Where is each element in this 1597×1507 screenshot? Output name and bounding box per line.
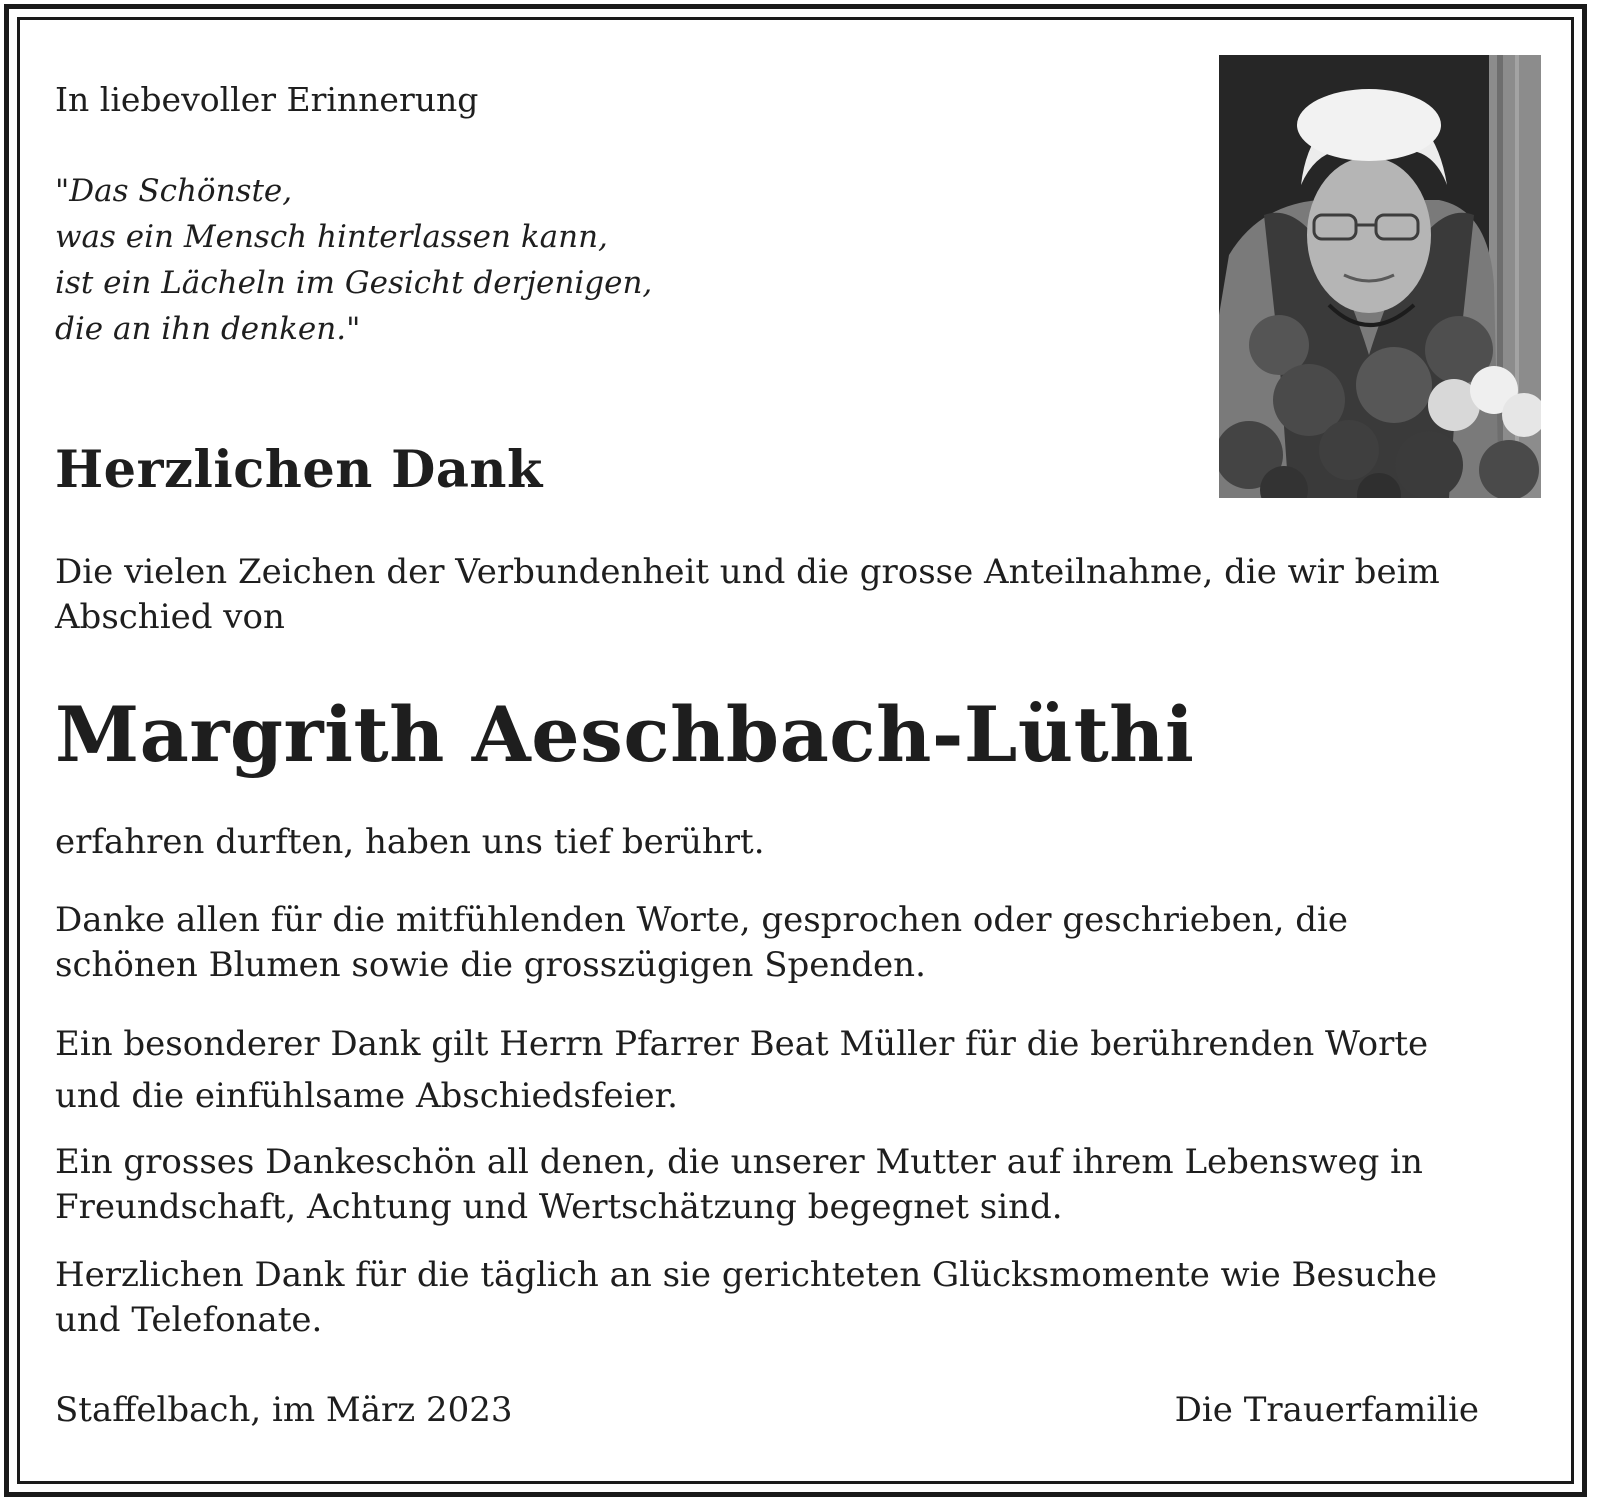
place-date: Staffelbach, im März 2023 [55,1390,513,1430]
paragraph-touched: erfahren durften, haben uns tief berührt. [55,822,765,862]
signature: Die Trauerfamilie [1174,1390,1479,1430]
paragraph-line: Herzlichen Dank für die täglich an sie gerichteten Glücksmomente wie Besuche [55,1255,1438,1295]
quote-line: "Das Schönste, [55,173,293,209]
portrait-photo [1219,55,1541,498]
paragraph-line: Die vielen Zeichen der Verbundenheit und die grosse Anteilnahme, die wir beim [55,552,1440,592]
paragraph-line: Abschied von [55,597,285,637]
paragraph-line: Freundschaft, Achtung und Wertschätzung begegnet sind. [55,1187,1063,1227]
deceased-name: Margrith Aeschbach-Lüthi [55,690,1195,779]
paragraph-thanks-friends [55,1140,1423,1230]
paragraph-line: schönen Blumen sowie die grosszügigen Spenden. [55,945,926,985]
paragraph-thanks-pastor [55,1018,1428,1122]
paragraph-intro [55,550,1440,640]
thanks-heading: Herzlichen Dank [55,440,543,500]
paragraph-thanks-words [55,898,1348,988]
intro-line: In liebevoller Erinnerung [55,80,479,119]
portrait-illustration [1219,55,1541,498]
quote-line: ist ein Lächeln im Gesicht derjenigen, [55,265,653,301]
paragraph-line: und Telefonate. [55,1300,323,1340]
quote-block [55,168,652,352]
paragraph-line: und die einfühlsame Abschiedsfeier. [55,1076,678,1116]
quote-line: was ein Mensch hinterlassen kann, [55,219,608,255]
paragraph-line: Ein besonderer Dank gilt Herrn Pfarrer Beat Müller für die berührenden Worte [55,1024,1429,1064]
paragraph-line: Danke allen für die mitfühlenden Worte, gesprochen oder geschrieben, die [55,900,1348,940]
paragraph-thanks-visits [55,1253,1437,1343]
paragraph-line: Ein grosses Dankeschön all denen, die unserer Mutter auf ihrem Lebensweg in [55,1142,1423,1182]
quote-line: die an ihn denken." [55,311,361,347]
